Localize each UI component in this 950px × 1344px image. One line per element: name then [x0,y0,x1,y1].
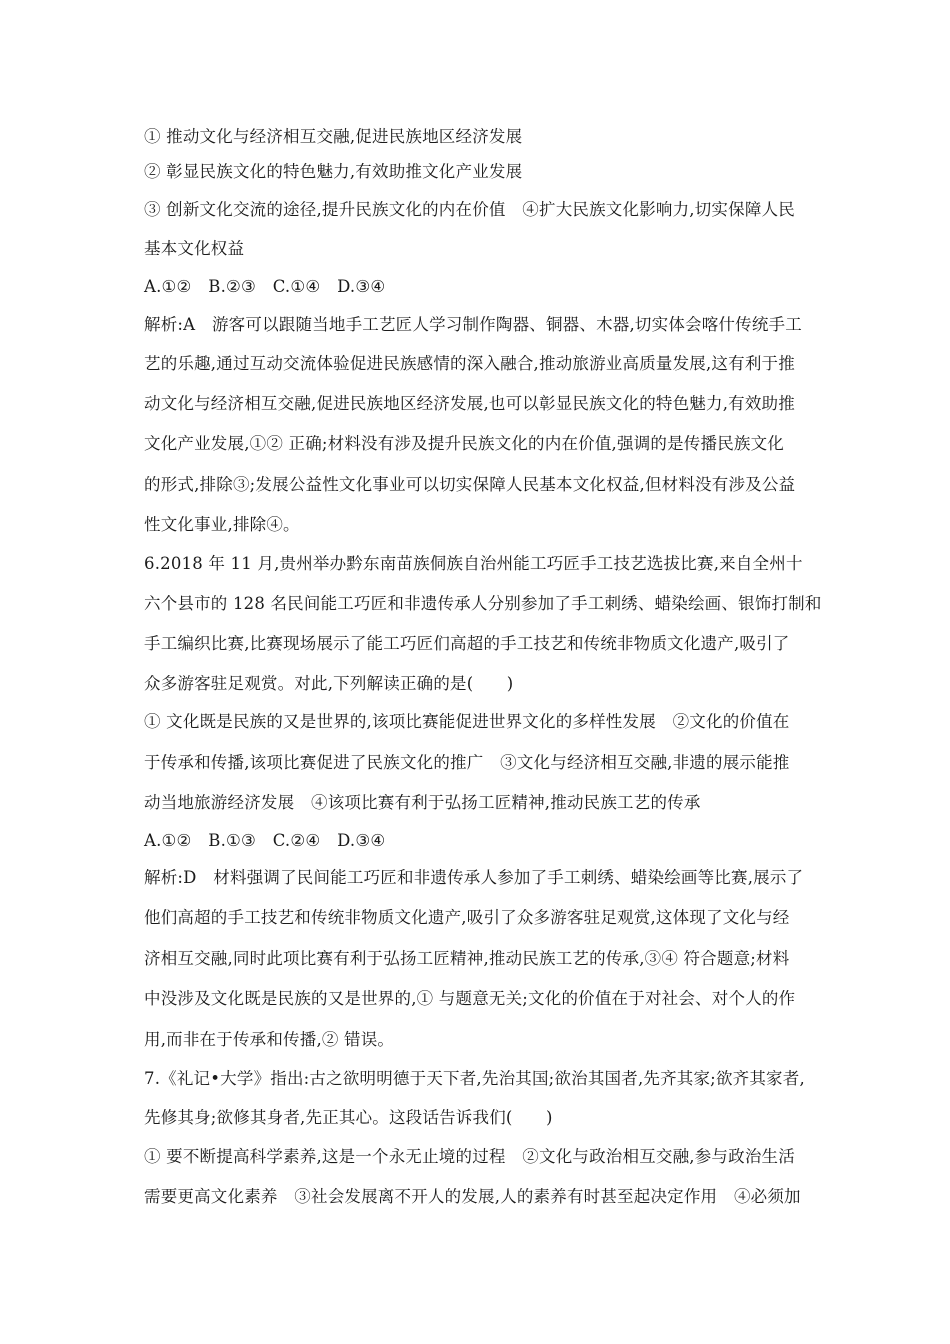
option-2-line: ② 彰显民族文化的特色魅力,有效助推文化产业发展 [144,162,523,181]
analysis-q6-line-4: 中没涉及文化既是民族的又是世界的,① 与题意无关;文化的价值在于对社会、对个人的作 [144,989,796,1008]
question-6-options-line-1: ① 文化既是民族的又是世界的,该项比赛能促进世界文化的多样性发展 ②文化的价值在 [144,712,790,731]
question-6-line-2: 六个县市的 128 名民间能工巧匠和非遗传承人分别参加了手工刺绣、蜡染绘画、银饰打制和 [144,594,822,613]
option-1-line: ① 推动文化与经济相互交融,促进民族地区经济发展 [144,127,523,146]
analysis-q5-line-3: 动文化与经济相互交融,促进民族地区经济发展,也可以彰显民族文化的特色魅力,有效助推 [144,394,795,413]
analysis-q6-line-5: 用,而非在于传承和传播,② 错误。 [144,1030,395,1049]
analysis-q5-line-1: 解析:A 游客可以跟随当地手工艺匠人学习制作陶器、铜器、木器,切实体会喀什传统手工 [144,315,802,334]
analysis-q6-line-3: 济相互交融,同时此项比赛有利于弘扬工匠精神,推动民族工艺的传承,③④ 符合题意;材料 [144,949,790,968]
analysis-q5-line-2: 艺的乐趣,通过互动交流体验促进民族感情的深入融合,推动旅游业高质量发展,这有利于推 [144,354,795,373]
question-6-line-3: 手工编织比赛,比赛现场展示了能工巧匠们高超的手工技艺和传统非物质文化遗产,吸引了 [144,634,790,653]
answer-choices-q5: A.①② B.②③ C.①④ D.③④ [144,277,386,296]
analysis-q5-line-6: 性文化事业,排除④。 [144,515,300,534]
question-6-line-4: 众多游客驻足观赏。对此,下列解读正确的是( ) [144,674,514,693]
analysis-q5-line-4: 文化产业发展,①② 正确;材料没有涉及提升民族文化的内在价值,强调的是传播民族文化 [144,434,784,453]
option-4-continuation: 基本文化权益 [144,239,245,258]
question-7-options-line-1: ① 要不断提高科学素养,这是一个永无止境的过程 ②文化与政治相互交融,参与政治生活 [144,1147,795,1166]
question-7-options-line-2: 需要更高文化素养 ③社会发展离不开人的发展,人的素养有时甚至起决定作用 ④必须加 [144,1187,801,1206]
question-7-line-1: 7.《礼记•大学》指出:古之欲明明德于天下者,先治其国;欲治其国者,先齐其家;欲齐其家者, [144,1069,805,1088]
analysis-q6-line-1: 解析:D 材料强调了民间能工巧匠和非遗传承人参加了手工刺绣、蜡染绘画等比赛,展示了 [144,868,804,887]
question-6-options-line-2: 于传承和传播,该项比赛促进了民族文化的推广 ③文化与经济相互交融,非遗的展示能推 [144,753,790,772]
question-7-line-2: 先修其身;欲修其身者,先正其心。这段话告诉我们( ) [144,1108,553,1127]
option-3-4-line: ③ 创新文化交流的途径,提升民族文化的内在价值 ④扩大民族文化影响力,切实保障人民 [144,200,795,219]
question-6-options-line-3: 动当地旅游经济发展 ④该项比赛有利于弘扬工匠精神,推动民族工艺的传承 [144,793,701,812]
analysis-q6-line-2: 他们高超的手工技艺和传统非物质文化遗产,吸引了众多游客驻足观赏,这体现了文化与经 [144,908,790,927]
analysis-q5-line-5: 的形式,排除③;发展公益性文化事业可以切实保障人民基本文化权益,但材料没有涉及公益 [144,475,796,494]
answer-choices-q6: A.①② B.①③ C.②④ D.③④ [144,831,386,850]
question-6-line-1: 6.2018 年 11 月,贵州举办黔东南苗族侗族自治州能工巧匠手工技艺选拔比赛,来自全州十 [144,554,803,573]
